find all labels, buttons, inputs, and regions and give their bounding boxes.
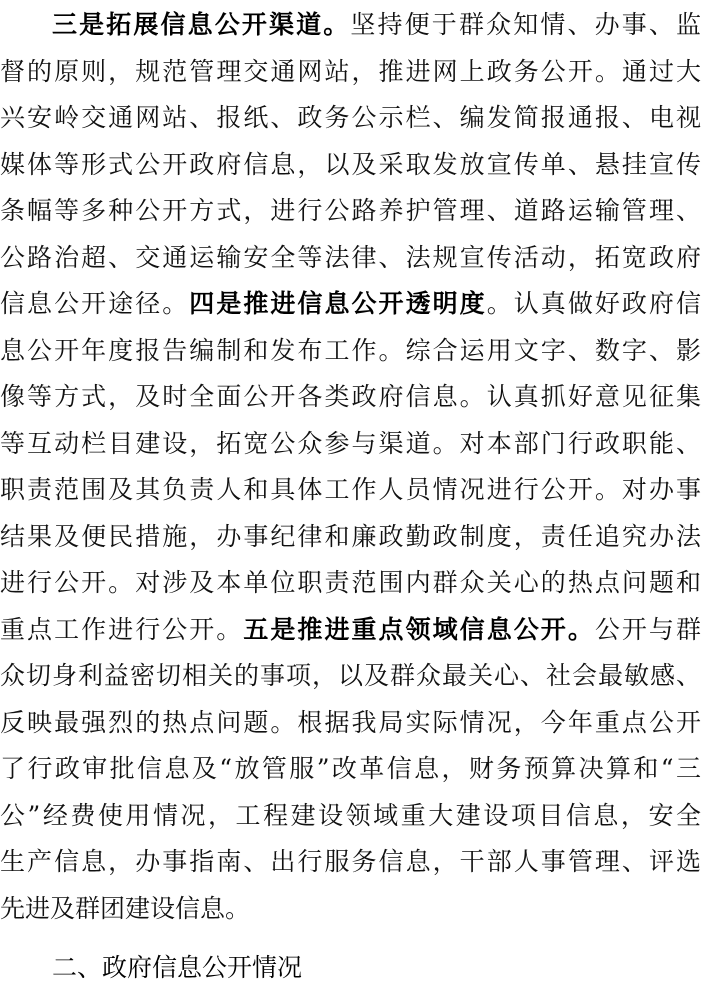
text-run: 进行公开。对涉及本单位职责范围内群众关心的热点问题和 [0,568,701,597]
text-line [0,657,701,695]
text-run: 媒体等形式公开政府信息，以及采取发放宣传单、悬挂宣传 [0,149,701,179]
text-run: 先进及群团建设信息。 [0,893,251,923]
text-line [0,843,701,881]
text-run: 信息公开途径。 [0,289,190,318]
text-run: 职责范围及其负责人和具体工作人员情况进行公开。对办事 [0,475,701,504]
text-line [0,285,701,323]
text-run: 兴安岭交通网站、报纸、政务公示栏、编发简报通报、电视 [0,103,701,132]
section-heading: 二、政府信息公开情况 [52,953,303,982]
text-run: 公路治超、交通运输安全等法律、法规宣传活动，拓宽政府 [0,242,701,272]
text-run: 公”经费使用情况，工程建设领域重大建设项目信息，安全 [0,800,701,830]
text-line [0,425,701,463]
text-line [0,518,701,556]
text-line [0,53,701,91]
text-run: 结果及便民措施，办事纪律和廉政勤政制度，责任追究办法 [0,521,701,551]
text-run: 反映最强烈的热点问题。根据我局实际情况，今年重点公开 [0,707,701,737]
text-run: 重点工作进行公开。 [0,614,244,644]
text-line [0,611,701,649]
text-line [0,797,701,835]
text-run: 像等方式，及时全面公开各类政府信息。认真抓好意见征集 [0,382,701,411]
bold-phrase: 三是拓展信息公开渠道。 [52,10,351,39]
text-line [0,192,701,230]
text-run: 息公开年度报告编制和发布工作。综合运用文字、数字、影 [0,335,701,365]
text-run: 督的原则，规范管理交通网站，推进网上政务公开。通过大 [0,56,701,86]
text-run: 生产信息，办事指南、出行服务信息，干部人事管理、评选 [0,847,701,876]
text-line [0,332,701,370]
text-line [0,6,701,44]
text-line [0,239,701,277]
bold-phrase: 五是推进重点领域信息公开。 [243,614,595,644]
text-line [0,750,701,788]
text-line [0,146,701,184]
text-run: 公开与群 [594,614,701,644]
text-run: 了行政审批信息及“放管服”改革信息，财务预算决算和“三 [0,754,701,783]
text-run: 条幅等多种公开方式，进行公路养护管理、道路运输管理、 [0,196,701,225]
text-line [0,890,701,928]
text-run: 等互动栏目建设，拓宽公众参与渠道。对本部门行政职能、 [0,428,701,458]
bold-phrase: 四是推进信息公开透明度 [189,289,487,318]
text-run: 。认真做好政府信 [486,289,701,318]
text-line [0,704,701,742]
text-line [0,471,701,509]
text-line [0,564,701,602]
text-line [0,378,701,416]
text-line [0,99,701,137]
text-run: 坚持便于群众知情、办事、监 [350,10,701,39]
text-run: 众切身利益密切相关的事项，以及群众最关心、社会最敏感、 [0,661,701,690]
